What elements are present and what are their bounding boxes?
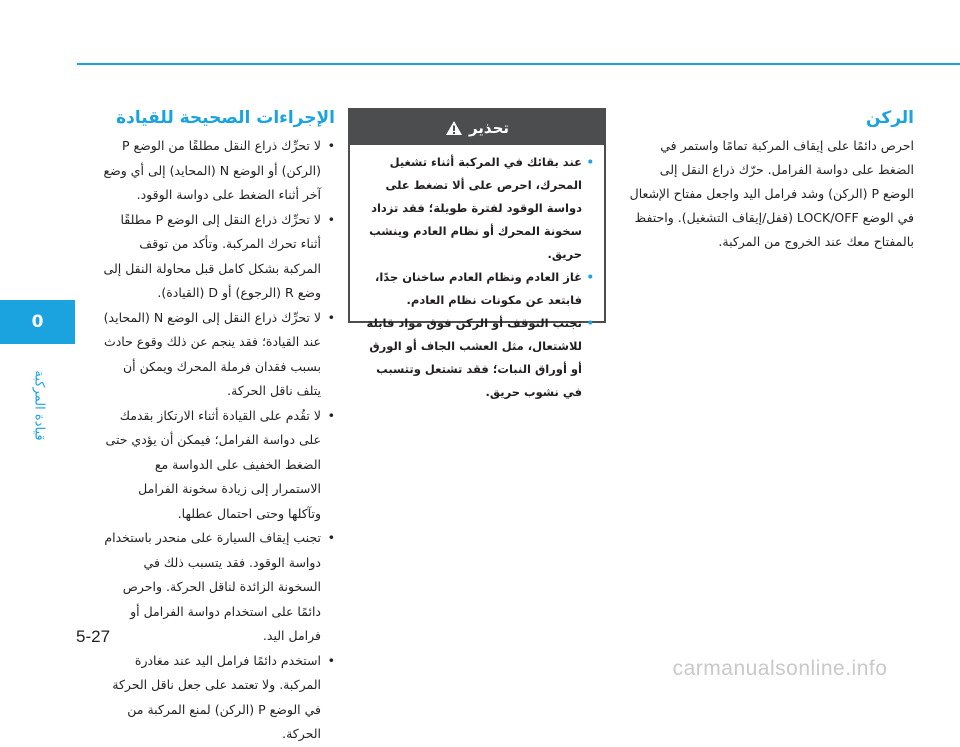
practice-item: • تجنب إيقاف السيارة على منحدر باستخدام دواسة الوقود. فقد يتسبب ذلك في السخونة الزائدة لناقل الحركة. واحرص دائمًا على استخدام دواسة الفرامل أو فرامل اليد. — [103, 526, 335, 649]
good-practices-section — [103, 108, 335, 747]
practice-item: • لا تحرِّك ذراع النقل مطلقًا من الوضع P (الركن) أو الوضع N (المحايد) إلى أي وضع آخر أثناء الضغط على دواسة الوقود. — [103, 134, 335, 208]
parking-heading: الركن — [866, 108, 914, 128]
chapter-number: 0 — [31, 312, 44, 332]
warning-header — [350, 110, 604, 145]
chapter-side-title — [24, 350, 54, 460]
good-practices-list — [103, 134, 335, 747]
chapter-side-title-text: قيادة المركبة — [31, 369, 47, 441]
chapter-tab — [0, 300, 75, 344]
warning-item: • تجنب التوقف أو الركن فوق مواد قابلة للاشتعال، مثل العشب الجاف أو الورق أو أوراق النبات؛ فقد تشتعل وتتسبب في نشوب حريق. — [358, 312, 594, 404]
practice-item: • لا تحرِّك ذراع النقل إلى الوضع N (المحايد) عند القيادة؛ فقد ينجم عن ذلك وقوع حادث بسبب فقدان فرملة المحرك ويمكن أن يتلف ناقل الحركة. — [103, 306, 335, 404]
practice-item: • لا تقُدم على القيادة أثناء الارتكاز بقدمك على دواسة الفرامل؛ فيمكن أن يؤدي حتى الضغط الخفيف على الدواسة مع الاستمرار إلى زيادة سخونة الفرامل وتآكلها وحتى احتمال عطلها. — [103, 404, 335, 527]
warning-triangle-icon — [445, 120, 463, 136]
good-practices-heading: الإجراءات الصحيحة للقيادة — [116, 108, 335, 128]
parking-text: احرص دائمًا على إيقاف المركبة تمامًا واستمر في الضغط على دواسة الفرامل. حرّك ذراع النقل إلى الوضع P (الركن) وشد فرامل اليد واجعل مفتاح الإشعال في الوضع LOCK/OFF (قفل/إيقاف التشغيل). واحتفظ بالمفتاح معك عند الخروج من المركبة. — [629, 138, 914, 249]
parking-section — [628, 108, 914, 254]
warning-box — [348, 108, 606, 399]
watermark: carmanualsonline.info — [672, 656, 888, 680]
warning-body — [350, 145, 604, 404]
warning-item: • غاز العادم ونظام العادم ساخنان جدًا، فابتعد عن مكونات نظام العادم. — [358, 266, 594, 312]
warning-title: تحذير — [468, 118, 510, 137]
header-rule — [77, 63, 960, 65]
page-number: 5-27 — [76, 627, 111, 646]
practice-item: • لا تحرِّك ذراع النقل إلى الوضع P مطلقًا أثناء تحرك المركبة. وتأكد من توقف المركبة بشكل كامل قبل محاولة النقل إلى وضع R (الرجوع) أو D (القيادة). — [103, 208, 335, 306]
warning-list — [358, 151, 594, 404]
warning-item: • عند بقائك في المركبة أثناء تشغيل المحرك، احرص على ألا تضغط على دواسة الوقود لفترة طويلة؛ فقد تزداد سخونة المحرك أو نظام العادم وينشب حريق. — [358, 151, 594, 266]
practice-item: • استخدم دائمًا فرامل اليد عند مغادرة المركبة. ولا تعتمد على جعل ناقل الحركة في الوضع P (الركن) لمنع المركبة من الحركة. — [103, 649, 335, 747]
